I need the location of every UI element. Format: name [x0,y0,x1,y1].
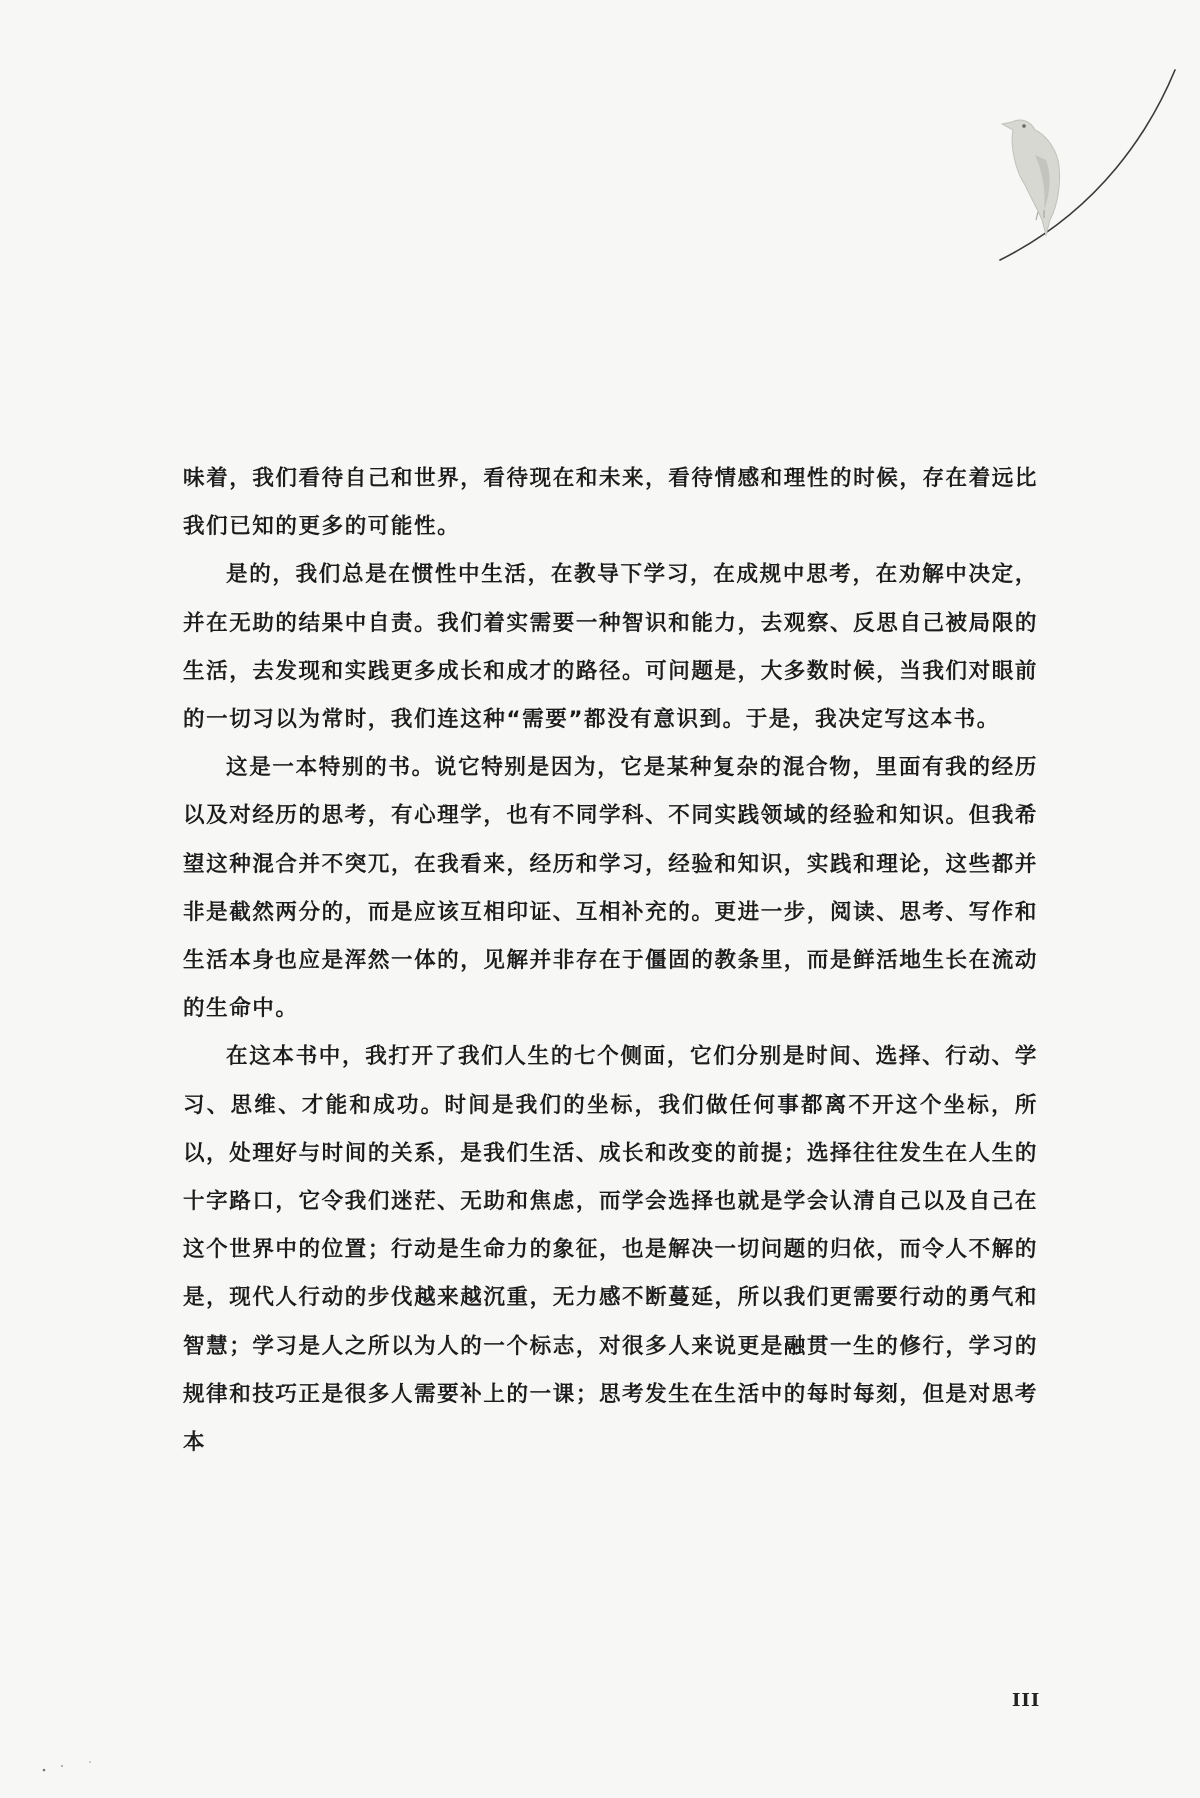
bird-body [1002,120,1060,235]
paragraph: 在这本书中，我打开了我们人生的七个侧面，它们分别是时间、选择、行动、学习、思维、才能和成功。时间是我们的坐标，我们做任何事都离不开这个坐标，所以，处理好与时间的关系，是我们生活、成长和改变的前提；选择往往发生在人生的十字路口，它令我们迷茫、无助和焦虑，而学会选择也就是学会认清自己以及自己在这个世界中的位置；行动是生命力的象征，也是解决一切问题的归依，而令人不解的是，现代人行动的步伐越来越沉重，无力感不断蔓延，所以我们更需要行动的勇气和智慧；学习是人之所以为人的一个标志，对很多人来说更是融贯一生的修行，学习的规律和技巧正是很多人需要补上的一课；思考发生在生活中的每时每刻，但是对思考本 [183,1044,1038,1456]
scan-speck-decoration [40,1758,100,1778]
body-text [183,455,1038,1467]
bird-on-branch-icon [980,60,1180,270]
paragraph: 这是一本特别的书。说它特别是因为，它是某种复杂的混合物，里面有我的经历以及对经历的思考，有心理学，也有不同学科、不同实践领域的经验和知识。但我希望这种混合并不突兀，在我看来，经历和学习，经验和知识，实践和理论，这些都并非是截然两分的，而是应该互相印证、互相补充的。更进一步，阅读、思考、写作和生活本身也应是浑然一体的，见解并非存在于僵固的教条里，而是鲜活地生长在流动的生命中。 [183,755,1038,1022]
page-number: III [1012,1690,1041,1711]
bird-eye [1022,124,1026,128]
paragraph: 是的，我们总是在惯性中生活，在教导下学习，在成规中思考，在劝解中决定，并在无助的结果中自责。我们着实需要一种智识和能力，去观察、反思自己被局限的生活，去发现和实践更多成长和成才的路径。可问题是，大多数时候，当我们对眼前的一切习以为常时，我们连这种“需要”都没有意识到。于是，我决定写这本书。 [183,562,1038,733]
paragraph-continued: 味着，我们看待自己和世界，看待现在和未来，看待情感和理性的时候，存在着远比我们已知的更多的可能性。 [183,466,1038,540]
